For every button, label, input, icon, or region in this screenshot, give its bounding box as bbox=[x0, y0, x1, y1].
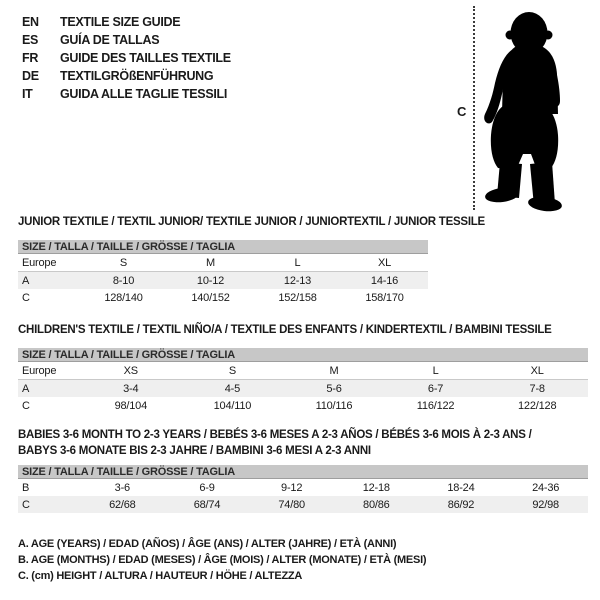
cell: 3-4 bbox=[80, 380, 182, 398]
cell: 74/80 bbox=[249, 496, 334, 513]
cell: 98/104 bbox=[114, 399, 148, 412]
cell: 24-36 bbox=[532, 481, 560, 494]
lang-code: EN bbox=[22, 15, 39, 29]
cell: 140/152 bbox=[191, 291, 230, 304]
table-row bbox=[18, 289, 428, 306]
table-row bbox=[18, 254, 428, 272]
lang-row-es bbox=[22, 31, 231, 49]
table-row bbox=[18, 380, 588, 398]
babies-table-title bbox=[18, 427, 532, 459]
cell: S bbox=[182, 362, 284, 380]
legend-line-c: C. (cm) HEIGHT / ALTURA / HAUTEUR / HÖHE / ALTEZZA bbox=[18, 570, 303, 583]
size-header-bar bbox=[18, 348, 588, 362]
cell: XS bbox=[80, 362, 182, 380]
size-header-label: SIZE / TALLA / TAILLE / GRÖSSE / TAGLIA bbox=[18, 465, 588, 479]
lang-code: ES bbox=[22, 33, 39, 47]
size-header-bar bbox=[18, 240, 428, 254]
size-header-label: SIZE / TALLA / TAILLE / GRÖSSE / TAGLIA bbox=[18, 348, 588, 362]
cell: 12-18 bbox=[362, 481, 390, 494]
size-header-label: SIZE / TALLA / TAILLE / GRÖSSE / TAGLIA bbox=[18, 240, 428, 254]
cell: XL bbox=[341, 254, 428, 272]
language-title-block bbox=[22, 13, 231, 103]
cell: L bbox=[254, 254, 341, 272]
measurement-legend bbox=[18, 536, 426, 585]
cell: 152/158 bbox=[278, 291, 317, 304]
table-row bbox=[18, 397, 588, 414]
lang-label: TEXTILGRÖßENFÜHRUNG bbox=[60, 69, 214, 83]
cell: 92/98 bbox=[503, 496, 588, 513]
cell: 122/128 bbox=[518, 399, 557, 412]
cell: 14-16 bbox=[341, 272, 428, 290]
lang-label: GUIDE DES TAILLES TEXTILE bbox=[60, 51, 231, 65]
lang-code: IT bbox=[22, 87, 33, 101]
cell: 9-12 bbox=[281, 481, 303, 494]
row-label: A bbox=[18, 380, 80, 398]
cell: 18-24 bbox=[447, 481, 475, 494]
cell: 128/140 bbox=[104, 291, 143, 304]
cell: 110/116 bbox=[315, 399, 353, 412]
row-label: Europe bbox=[18, 254, 80, 272]
legend-line-a: A. AGE (YEARS) / EDAD (AÑOS) / ÂGE (ANS) / ALTER (JAHRE) / ETÀ (ANNI) bbox=[18, 538, 397, 550]
height-measure-label: C bbox=[457, 104, 467, 119]
cell: 5-6 bbox=[283, 380, 385, 398]
row-label: Europe bbox=[18, 362, 80, 380]
lang-code: DE bbox=[22, 69, 39, 83]
cell: 68/74 bbox=[165, 496, 250, 513]
row-label: A bbox=[18, 272, 80, 290]
size-header-bar bbox=[18, 465, 588, 479]
cell: 80/86 bbox=[334, 496, 419, 513]
row-label: C bbox=[22, 291, 30, 304]
babies-title-line2: BABYS 3-6 MONATE BIS 2-3 JAHRE / BAMBINI 3-6 MESI A 2-3 ANNI bbox=[18, 445, 371, 457]
cell: 86/92 bbox=[419, 496, 504, 513]
lang-label: TEXTILE SIZE GUIDE bbox=[60, 15, 181, 29]
lang-row-fr bbox=[22, 49, 231, 67]
table-row bbox=[18, 496, 588, 513]
cell: L bbox=[385, 362, 487, 380]
lang-code: FR bbox=[22, 51, 39, 65]
table-row bbox=[18, 362, 588, 380]
cell: 7-8 bbox=[486, 380, 588, 398]
cell: 158/170 bbox=[365, 291, 404, 304]
row-label: B bbox=[22, 481, 30, 494]
cell: 8-10 bbox=[80, 272, 167, 290]
lang-row-de bbox=[22, 67, 231, 85]
row-label: C bbox=[22, 399, 30, 412]
junior-size-table bbox=[18, 240, 428, 306]
cell: 12-13 bbox=[254, 272, 341, 290]
table-row bbox=[18, 272, 428, 290]
table-row bbox=[18, 479, 588, 497]
cell: M bbox=[283, 362, 385, 380]
cell: M bbox=[167, 254, 254, 272]
cell: 116/122 bbox=[416, 399, 455, 412]
cell: 3-6 bbox=[114, 481, 130, 494]
cell: 6-9 bbox=[199, 481, 215, 494]
cell: 6-7 bbox=[385, 380, 487, 398]
junior-table-title: JUNIOR TEXTILE / TEXTIL JUNIOR/ TEXTILE JUNIOR / JUNIORTEXTIL / JUNIOR TESSILE bbox=[18, 216, 485, 228]
babies-size-table bbox=[18, 465, 588, 513]
cell: 104/110 bbox=[213, 399, 252, 412]
cell: S bbox=[80, 254, 167, 272]
lang-label: GUIDA ALLE TAGLIE TESSILI bbox=[60, 87, 228, 101]
lang-row-en bbox=[22, 13, 231, 31]
lang-row-it bbox=[22, 85, 231, 103]
children-table-title: CHILDREN'S TEXTILE / TEXTIL NIÑO/A / TEXTILE DES ENFANTS / KINDERTEXTIL / BAMBINI TESSILE bbox=[18, 324, 552, 336]
cell: 4-5 bbox=[182, 380, 284, 398]
cell: 10-12 bbox=[167, 272, 254, 290]
baby-figure bbox=[440, 0, 600, 220]
lang-label: GUÍA DE TALLAS bbox=[60, 33, 160, 47]
children-size-table bbox=[18, 348, 588, 414]
legend-line-b: B. AGE (MONTHS) / EDAD (MESES) / ÂGE (MOIS) / ALTER (MONATE) / ETÀ (MESI) bbox=[18, 554, 427, 567]
baby-silhouette-icon bbox=[452, 4, 592, 216]
cell: 62/68 bbox=[80, 496, 165, 513]
babies-title-line1: BABIES 3-6 MONTH TO 2-3 YEARS / BEBÉS 3-6 MESES A 2-3 AÑOS / BÉBÉS 3-6 MOIS À 2-3 ANS / bbox=[18, 429, 532, 441]
cell: XL bbox=[486, 362, 588, 380]
row-label: C bbox=[18, 496, 80, 513]
